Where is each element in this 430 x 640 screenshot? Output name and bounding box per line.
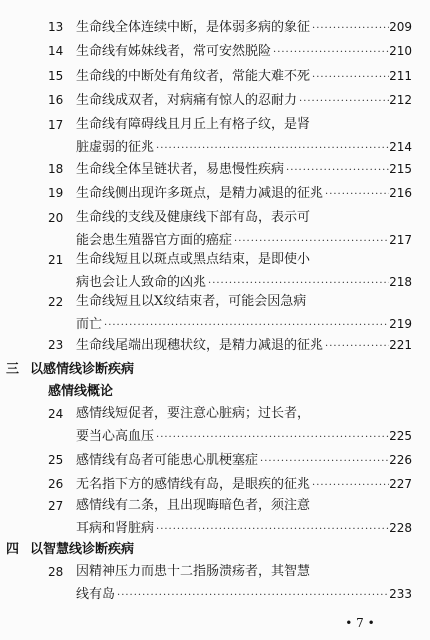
dot-leader: [154, 140, 389, 158]
toc-entry-page: 218: [389, 275, 412, 289]
section-three-title: 以感情线诊断疾病: [30, 362, 135, 377]
toc-entry-title-line: 能会患生殖器官方面的癌症: [76, 233, 233, 248]
toc-entry-number: 14: [48, 44, 64, 58]
toc-entry-page: 228: [389, 521, 412, 535]
dot-leader: [284, 162, 389, 180]
toc-entry-page: 215: [389, 162, 412, 176]
section-four-heading: [6, 540, 135, 560]
toc-entry-number: 15: [48, 69, 64, 83]
section-three-mark: 三: [6, 362, 20, 377]
dot-leader: [154, 429, 389, 447]
toc-entry-title-line: 生命线短且以X纹结束者，可能会因急病: [76, 294, 307, 309]
page-number: • 7 •: [345, 616, 375, 630]
toc-entry-number: 23: [48, 338, 64, 352]
dot-leader: [310, 69, 389, 87]
dot-leader: [206, 275, 389, 293]
toc-entry-title-line: 生命线全体呈链状者，易患慢性疾病: [76, 162, 285, 177]
toc-entry-page: 227: [389, 477, 412, 491]
section-four-title: 以智慧线诊断疾病: [30, 542, 135, 557]
toc-entry-title-line: 感情线有二条，且出现晦暗色者，须注意: [76, 498, 311, 513]
toc-entry-title-line: 生命线短且以斑点或黑点结束，是即使小: [76, 252, 311, 267]
toc-entry-page: 209: [389, 20, 412, 34]
toc-entry-page: 216: [389, 186, 412, 200]
toc-entry-page: 211: [389, 69, 412, 83]
toc-entry-title-line: 生命线成双者，对病痛有惊人的忍耐力: [76, 93, 298, 108]
toc-entry-title-line: 脏虚弱的征兆: [76, 140, 155, 155]
toc-entry-title-line: 生命线全体连续中断，是体弱多病的象征: [76, 20, 311, 35]
toc-entry-title-line: 生命线的支线及健康线下部有岛，表示可: [76, 210, 311, 225]
dot-leader: [323, 338, 389, 356]
toc-entry-number: 17: [48, 118, 64, 132]
toc-entry-number: 26: [48, 477, 64, 491]
toc-entry-number: 24: [48, 407, 64, 421]
toc-entry-number: 20: [48, 211, 64, 225]
toc-entry-title-line: 而亡: [76, 317, 103, 332]
dot-leader: [297, 93, 389, 111]
dot-leader: [115, 587, 389, 605]
toc-entry-title-line: 生命线侧出现许多斑点，是精力减退的征兆: [76, 186, 324, 201]
section-four-mark: 四: [6, 542, 20, 557]
toc-entry-title-line: 线有岛: [76, 587, 116, 602]
toc-entry-number: 25: [48, 453, 64, 467]
dot-leader: [232, 233, 389, 251]
toc-entry-page: 217: [389, 233, 412, 247]
toc-entry-number: 28: [48, 565, 64, 579]
dot-leader: [258, 453, 389, 471]
toc-entry-title-line: 生命线有障碍线且月丘上有格子纹，是肾: [76, 117, 311, 132]
toc-entry-title-line: 要当心高血压: [76, 429, 155, 444]
toc-entry-title-line: 感情线短促者，要注意心脏病；过长者，: [76, 406, 311, 421]
toc-entry-page: 212: [389, 93, 412, 107]
toc-entry-page: 226: [389, 453, 412, 467]
dot-leader: [310, 20, 389, 38]
toc-entry-page: 233: [389, 587, 412, 601]
toc-entry-number: 21: [48, 253, 64, 267]
section-three-subtitle: 感情线概论: [48, 384, 114, 399]
toc-entry-title-line: 无名指下方的感情线有岛，是眼疾的征兆: [76, 477, 311, 492]
toc-entry-page: 219: [389, 317, 412, 331]
section-three-heading: [6, 360, 135, 380]
toc-entry-number: 19: [48, 186, 64, 200]
toc-entry-page: 214: [389, 140, 412, 154]
toc-entry-number: 22: [48, 295, 64, 309]
toc-entry-page: 221: [389, 338, 412, 352]
toc-entry-title-line: 因精神压力而患十二指肠溃疡者，其智慧: [76, 564, 311, 579]
toc-entry-title-line: 病也会让人致命的凶兆: [76, 275, 207, 290]
toc-entry-title-line: 生命线有姊妹线者，常可安然脱险: [76, 44, 272, 59]
toc-entry-title-line: 生命线的中断处有角纹者，常能大难不死: [76, 69, 311, 84]
toc-entry-title-line: 生命线尾端出现穗状纹，是精力减退的征兆: [76, 338, 324, 353]
dot-leader: [154, 521, 389, 539]
dot-leader: [102, 317, 389, 335]
toc-entry-page: 210: [389, 44, 412, 58]
dot-leader: [271, 44, 389, 62]
toc-entry-number: 16: [48, 93, 64, 107]
toc-entry-number: 27: [48, 499, 64, 513]
dot-leader: [310, 477, 389, 495]
toc-entry-number: 13: [48, 20, 64, 34]
dot-leader: [323, 186, 389, 204]
toc-entry-number: 18: [48, 162, 64, 176]
toc-entry-title-line: 耳病和肾脏病: [76, 521, 155, 536]
toc-entry-page: 225: [389, 429, 412, 443]
toc-entry-title-line: 感情线有岛者可能患心肌梗塞症: [76, 453, 259, 468]
